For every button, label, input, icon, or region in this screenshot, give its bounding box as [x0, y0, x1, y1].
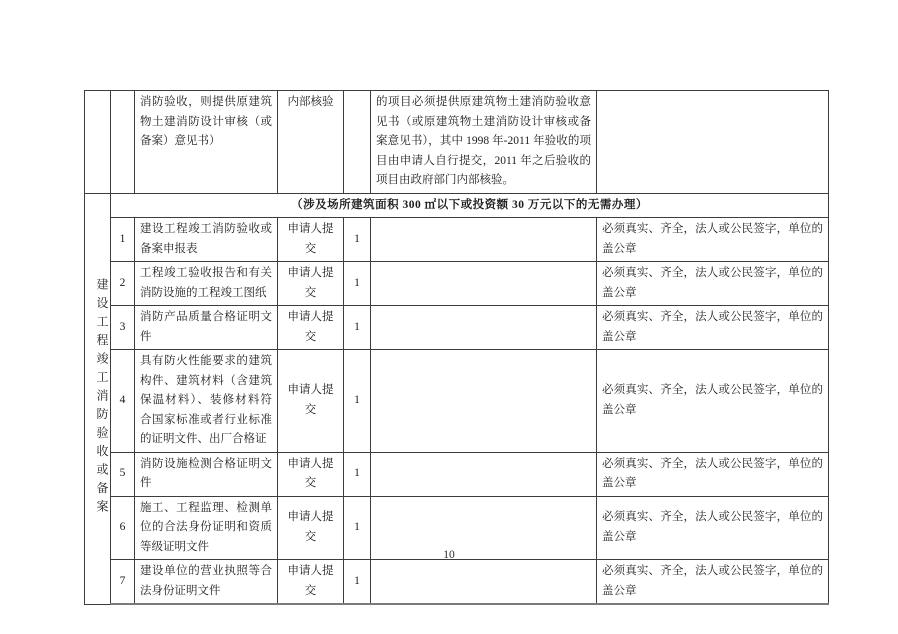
empty-cell — [371, 262, 597, 306]
remark-cell: 必须真实、齐全，法人或公民签字，单位的盖公章 — [597, 306, 829, 350]
empty-cell — [344, 91, 371, 194]
remark-cell: 必须真实、齐全，法人或公民签字，单位的盖公章 — [597, 496, 829, 560]
table-row — [85, 350, 829, 453]
remark-cell: 必须真实、齐全，法人或公民签字，单位的盖公章 — [597, 560, 829, 605]
vertical-section-label: 建设工程竣工消防验收或备案 — [95, 278, 109, 519]
submit-method-cell: 申请人提交 — [278, 262, 344, 306]
remark-cell: 必须真实、齐全，法人或公民签字，单位的盖公章 — [597, 452, 829, 496]
table-row — [85, 218, 829, 262]
row-number: 5 — [111, 452, 135, 496]
section-header-row — [85, 193, 829, 218]
remark-cell: 必须真实、齐全，法人或公民签字，单位的盖公章 — [597, 262, 829, 306]
material-name-cell: 建设工程竣工消防验收或备案申报表 — [135, 218, 278, 262]
empty-cell — [111, 91, 135, 194]
remark-cell: 的项目必须提供原建筑物土建消防验收意见书（或原建筑物土建消防设计审核或备案意见书），其中 1998 年-2011 年验收的项目由申请人自行提交，2011 年之后验收的项目由政府部门内部核验。 — [371, 91, 597, 194]
material-name-cell: 施工、工程监理、检测单位的合法身份证明和资质等级证明文件 — [135, 496, 278, 560]
row-number: 1 — [111, 218, 135, 262]
row-number: 2 — [111, 262, 135, 306]
row-number: 6 — [111, 496, 135, 560]
table-row — [85, 452, 829, 496]
material-name-cell: 消防设施检测合格证明文件 — [135, 452, 278, 496]
submit-method-cell: 申请人提交 — [278, 496, 344, 560]
submit-method-cell: 申请人提交 — [278, 306, 344, 350]
section-header: （涉及场所建筑面积 300 ㎡以下或投资额 30 万元以下的无需办理） — [111, 193, 829, 218]
empty-cell — [371, 306, 597, 350]
material-name-cell: 建设单位的营业执照等合法身份证明文件 — [135, 560, 278, 605]
submit-method-cell: 申请人提交 — [278, 452, 344, 496]
row-number: 4 — [111, 350, 135, 453]
empty-cell — [371, 452, 597, 496]
row-number: 7 — [111, 560, 135, 605]
material-name-cell: 工程竣工验收报告和有关消防设施的工程竣工图纸 — [135, 262, 278, 306]
copy-count-cell: 1 — [344, 218, 371, 262]
empty-cell — [371, 218, 597, 262]
procedure-table — [84, 90, 829, 605]
submit-method-cell: 内部核验 — [278, 91, 344, 194]
page-number: 10 — [443, 549, 455, 561]
material-name-cell: 消防验收，则提供原建筑物土建消防设计审核（或备案）意见书） — [135, 91, 278, 194]
empty-cell — [371, 350, 597, 453]
copy-count-cell: 1 — [344, 452, 371, 496]
submit-method-cell: 申请人提交 — [278, 350, 344, 453]
material-name-cell: 消防产品质量合格证明文件 — [135, 306, 278, 350]
row-number: 3 — [111, 306, 135, 350]
table-row — [85, 560, 829, 605]
copy-count-cell: 1 — [344, 350, 371, 453]
table-row — [85, 262, 829, 306]
remark-cell: 必须真实、齐全，法人或公民签字，单位的盖公章 — [597, 218, 829, 262]
empty-cell — [597, 91, 829, 194]
copy-count-cell: 1 — [344, 560, 371, 605]
copy-count-cell: 1 — [344, 496, 371, 560]
vertical-section-label-cell — [85, 193, 111, 604]
copy-count-cell: 1 — [344, 306, 371, 350]
submit-method-cell: 申请人提交 — [278, 560, 344, 605]
table-row — [85, 306, 829, 350]
continuation-row — [85, 91, 829, 194]
empty-cell — [85, 91, 111, 194]
copy-count-cell: 1 — [344, 262, 371, 306]
empty-cell — [371, 560, 597, 605]
material-name-cell: 具有防火性能要求的建筑构件、建筑材料（含建筑保温材料）、装修材料符合国家标准或者行业标准的证明文件、出厂合格证 — [135, 350, 278, 453]
submit-method-cell: 申请人提交 — [278, 218, 344, 262]
remark-cell: 必须真实、齐全，法人或公民签字，单位的盖公章 — [597, 350, 829, 453]
